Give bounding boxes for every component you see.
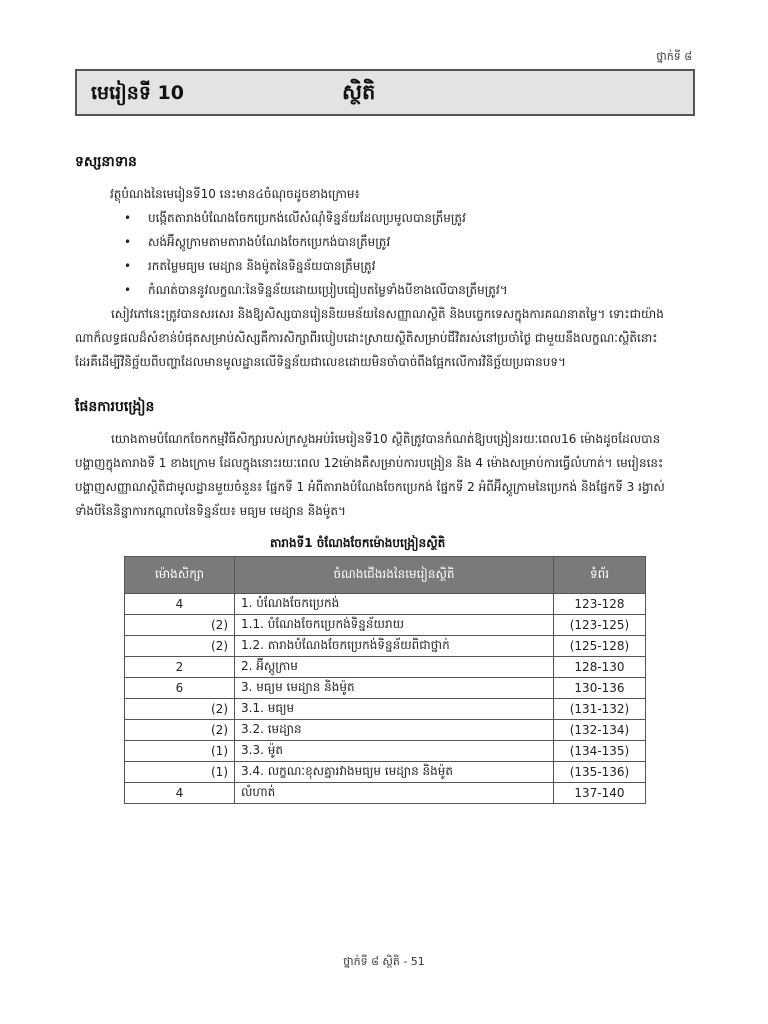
paragraph-line: យោងតាមបំណែកចែកកម្មវិធីសិក្សារបស់ក្រសួងអប់រំមេរៀនទី10 ស្ថិតិត្រូវបានកំណត់ឱ្យបង្រៀនរយៈពេល16 ម៉ោងដូចដែលបាន xyxy=(111,432,661,446)
cell-hours: (2) xyxy=(125,720,235,741)
cell-pages: 137-140 xyxy=(554,783,646,804)
plan-paragraph xyxy=(75,427,693,523)
table-row xyxy=(125,615,646,636)
objective-item: • រកតម្លៃមធ្យម មេដ្យាន និងម៉ូតនៃទិន្នន័យបានត្រឹមត្រូវ xyxy=(120,254,508,278)
paragraph-line: ណាក៏លទ្ធផលដ៏សំខាន់បំផុតសម្រាប់សិស្សគឺការសិក្សាពីរបៀបដោះស្រាយស្ថិតិសម្រាប់ជីវិតរស់នៅប្រចាំថ្ងៃ ជាមួយនឹងលក្ខណៈស្ថិតិនោះ xyxy=(75,331,658,345)
paragraph-line: ទាំងបីនៃនិន្នាការកណ្ដាលនៃទិន្នន័យ៖ មធ្យម មេដ្យាន និងម៉ូត។ xyxy=(75,504,346,518)
cell-hours: 2 xyxy=(125,657,235,678)
table-header-row xyxy=(125,557,646,594)
objectives-paragraph xyxy=(75,302,693,374)
cell-title: 1.2. តារាងបំណែងចែកប្រេកង់ទិន្នន័យពិជាថ្នាក់ xyxy=(235,636,554,657)
table-row xyxy=(125,762,646,783)
cell-hours: (2) xyxy=(125,636,235,657)
table-row xyxy=(125,741,646,762)
cell-pages: (135-136) xyxy=(554,762,646,783)
cell-hours: 4 xyxy=(125,594,235,615)
cell-pages: 130-136 xyxy=(554,678,646,699)
cell-pages: (131-132) xyxy=(554,699,646,720)
cell-title: 3.2. មេដ្យាន xyxy=(235,720,554,741)
cell-title: លំហាត់ xyxy=(235,783,554,804)
cell-pages: (125-128) xyxy=(554,636,646,657)
table-row xyxy=(125,699,646,720)
plan-heading: ផែនការបង្រៀន xyxy=(75,399,155,415)
table-row xyxy=(125,657,646,678)
lesson-title: ស្ថិតិ xyxy=(342,80,376,104)
table-row xyxy=(125,678,646,699)
header-hours: ម៉ោងសិក្សា xyxy=(125,557,235,594)
cell-title: 3. មធ្យម មេដ្យាន និងម៉ូត xyxy=(235,678,554,699)
cell-title: 3.3. ម៉ូត xyxy=(235,741,554,762)
cell-title: 1.1. បំណែងចែកប្រេកង់ទិន្នន័យរាយ xyxy=(235,615,554,636)
table-row xyxy=(125,594,646,615)
cell-title: 1. បំណែងចែកប្រេកង់ xyxy=(235,594,554,615)
table-row xyxy=(125,720,646,741)
objective-item: • សង់អ៊ីស្តូក្រាមតាមតារាងបំណែងចែកប្រេកង់បានត្រឹមត្រូវ xyxy=(120,230,508,254)
header-pages: ទំព័រ xyxy=(554,557,646,594)
lesson-number: មេរៀនទី 10 xyxy=(91,82,184,104)
cell-title: 3.4. លក្ខណៈខុសគ្នារវាងមធ្យម មេដ្យាន និងម៉ូត xyxy=(235,762,554,783)
objectives-intro: វត្ថុបំណងនៃមេរៀនទី10 នេះមាន៤ចំណុចដូចខាងក្រោម៖ xyxy=(110,187,360,201)
cell-title: 2. អ៊ីស្តូក្រាម xyxy=(235,657,554,678)
paragraph-line: បង្ហាញសញ្ញាណស្ថិតិជាមូលដ្ឋានមួយចំនួន៖ ផ្នែកទី 1 អំពីតារាងបំណែងចែកប្រេកង់ ផ្នែកទី 2 អំពីអ៊ីស្តូក្រាមនៃប្រេកង់ និងផ្នែកទី 3 រង្វាស់ xyxy=(75,480,665,494)
cell-hours: (1) xyxy=(125,762,235,783)
objectives-heading: ទស្សនាទាន xyxy=(75,154,137,170)
lesson-banner xyxy=(75,69,695,116)
paragraph-line: សៀវភៅនេះត្រូវបានសរសេរ និងឱ្យសិស្សបានរៀននិយមន័យនៃសញ្ញាណស្ថិតិ និងបច្ចេកទេសក្នុងការគណនាតម្លៃ។ ទោះជាយ៉ាង xyxy=(111,307,664,321)
paragraph-line: ដែរគឺដើម្បីវិនិច្ឆ័យពីបញ្ហាដែលមានមូលដ្ឋានលើទិន្នន័យជាលេខដោយមិនចាំបាច់ពឹងផ្អែកលើការវិនិច្ឆ័យប្រធានបទ។ xyxy=(75,355,566,369)
objective-item: • កំណត់បាននូវលក្ខណៈនៃទិន្នន័យដោយប្រៀបធៀបតម្លៃទាំងបីខាងលើបានត្រឹមត្រូវ។ xyxy=(120,278,508,302)
cell-pages: 128-130 xyxy=(554,657,646,678)
objectives-list xyxy=(120,206,508,302)
table-caption: តារាងទី1 ចំណែងចែកម៉ោងបង្រៀនស្ថិតិ xyxy=(270,536,446,550)
cell-pages: (134-135) xyxy=(554,741,646,762)
table-row xyxy=(125,783,646,804)
schedule-table xyxy=(124,556,646,804)
cell-hours: (2) xyxy=(125,615,235,636)
cell-title: 3.1. មធ្យម xyxy=(235,699,554,720)
grade-label: ថ្នាក់ទី ៨ xyxy=(656,50,692,63)
cell-hours: (2) xyxy=(125,699,235,720)
cell-pages: (123-125) xyxy=(554,615,646,636)
header-title: ចំណងជើងរងនៃមេរៀនស្ថិតិ xyxy=(235,557,554,594)
cell-hours: (1) xyxy=(125,741,235,762)
cell-hours: 6 xyxy=(125,678,235,699)
paragraph-line: បង្ហាញក្នុងតារាងទី 1 ខាងក្រោម ដែលក្នុងនោះរយៈពេល 12ម៉ោងគឺសម្រាប់ការបង្រៀន និង 4 ម៉ោងសម្រាប់ការធ្វើលំហាត់។ មេរៀននេះ xyxy=(75,456,664,470)
objective-item: • បង្កើតតារាងបំណែងចែកប្រេកង់លើសំណុំទិន្នន័យដែលប្រមូលបានត្រឹមត្រូវ xyxy=(120,206,508,230)
cell-hours: 4 xyxy=(125,783,235,804)
table-row xyxy=(125,636,646,657)
page-footer: ថ្នាក់ទី ៨ ស្ថិតិ - 51 xyxy=(343,955,425,968)
cell-pages: 123-128 xyxy=(554,594,646,615)
cell-pages: (132-134) xyxy=(554,720,646,741)
